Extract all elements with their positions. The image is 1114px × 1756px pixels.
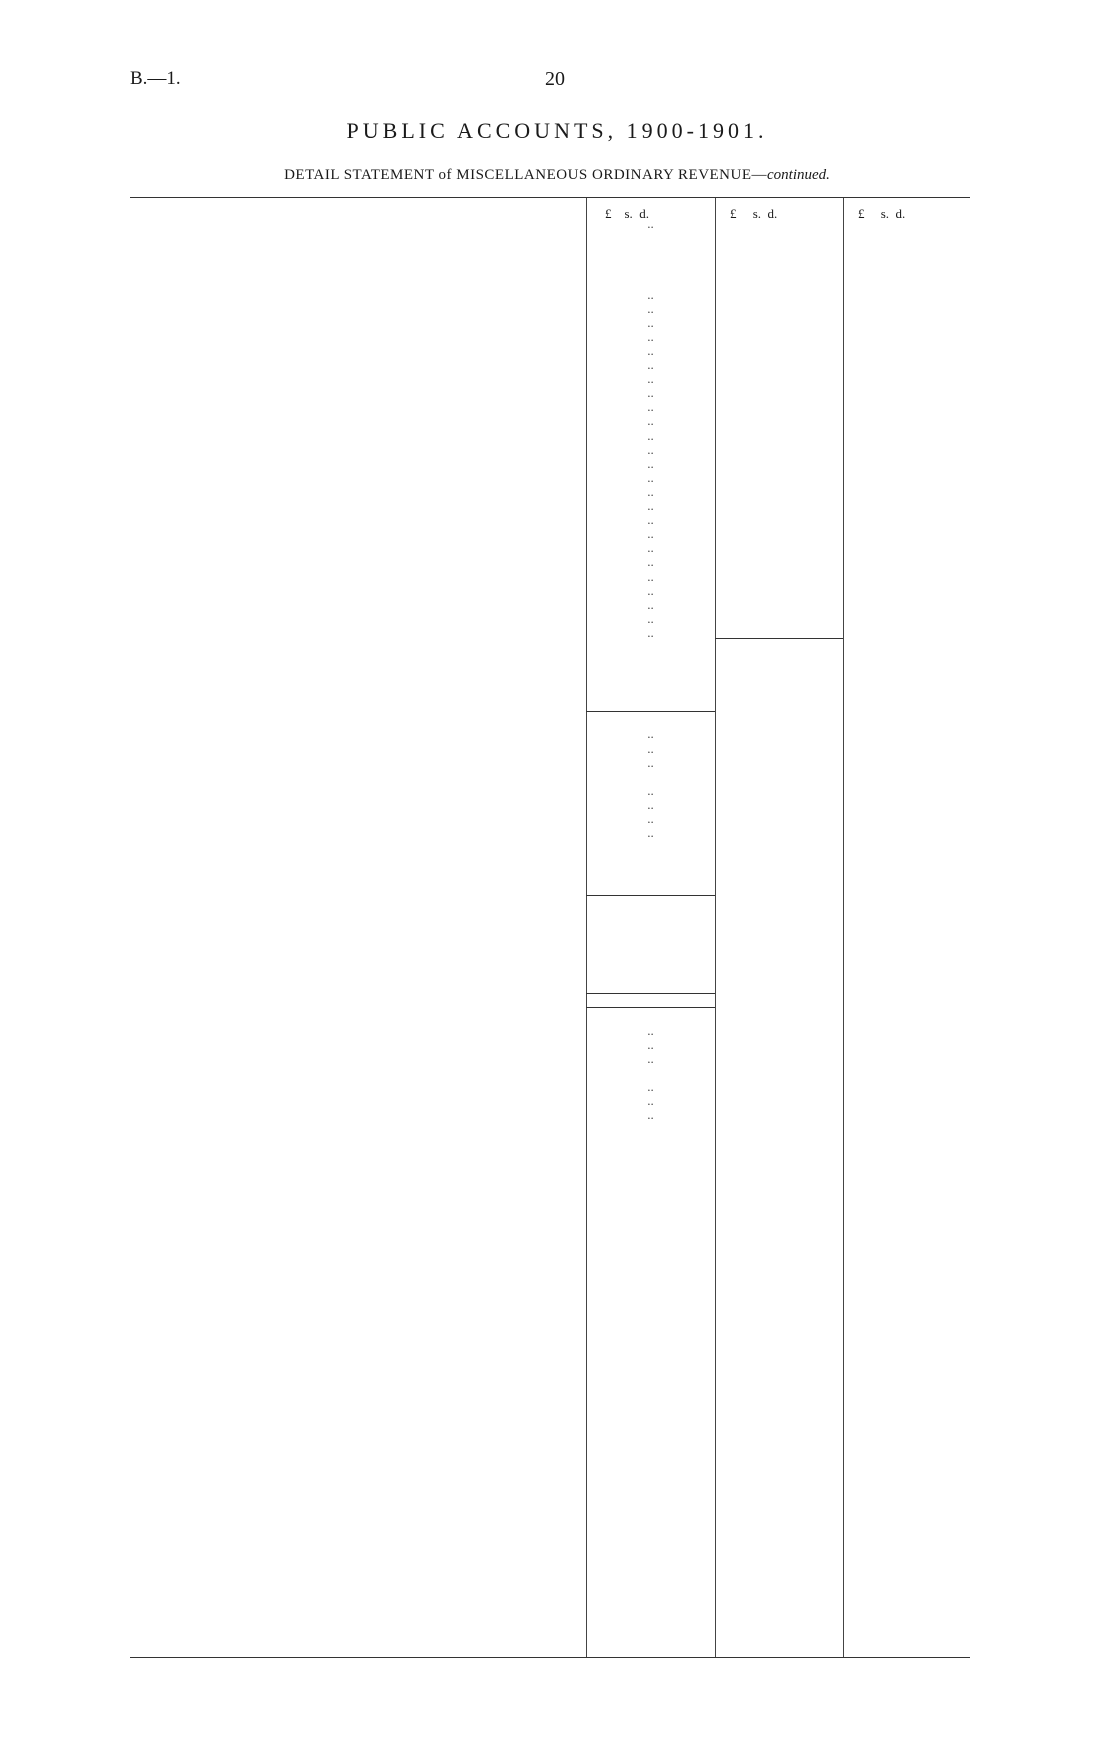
- block-row: [130, 428, 970, 443]
- column-header-3: £ s. d.: [858, 206, 906, 221]
- column-header-2: £ s. d.: [730, 206, 778, 221]
- sale-row: [130, 1149, 970, 1164]
- section-heading: [130, 656, 970, 671]
- forfeited-row: [130, 853, 970, 868]
- misc-row: [130, 924, 970, 939]
- block-row: [130, 625, 970, 640]
- rule-line: [586, 993, 715, 994]
- block-row: [130, 554, 970, 569]
- amount-c1: ..: [647, 526, 654, 542]
- goldfields-row: [130, 966, 970, 981]
- block-row: [130, 583, 970, 598]
- block-row: [130, 470, 970, 485]
- block-row: [130, 484, 970, 499]
- subtotal-row: [130, 712, 970, 727]
- block-row: [130, 399, 970, 414]
- block-row: [130, 413, 970, 428]
- subsection-heading: [130, 938, 970, 953]
- misc-row: [130, 755, 970, 770]
- misc-row: [130, 1051, 970, 1066]
- page-number: 20: [545, 68, 565, 90]
- amount-c1: ..: [647, 554, 654, 570]
- subsection-heading: [130, 272, 970, 287]
- block-row: [130, 442, 970, 457]
- amount-c1: ..: [647, 427, 654, 443]
- block-row: [130, 540, 970, 555]
- misc-row: [130, 726, 970, 741]
- sale-row: [130, 1164, 970, 1179]
- goldfields-row: [130, 994, 970, 1009]
- subtotal-row: [130, 896, 970, 911]
- block-row: [130, 371, 970, 386]
- subsection-heading: [130, 670, 970, 685]
- amount-c1: ..: [647, 754, 654, 770]
- document-reference: B.—1.: [130, 68, 181, 89]
- amount-c1: ..: [647, 568, 654, 584]
- amount-c1: ..: [647, 740, 654, 756]
- misc-row: [130, 1065, 970, 1080]
- amount-c1: ..: [647, 483, 654, 499]
- amount-c1: ..: [647, 825, 654, 841]
- amount-c1: ..: [647, 413, 654, 429]
- amount-c1: ..: [647, 371, 654, 387]
- commission-row: [130, 684, 970, 699]
- amount-c1: ..: [647, 441, 654, 457]
- misc-row: [130, 783, 970, 798]
- misc-row: [130, 1079, 970, 1094]
- block-row: [130, 512, 970, 527]
- amount-c1: ..: [647, 540, 654, 556]
- block-row: [130, 385, 970, 400]
- commission-row: [130, 698, 970, 713]
- misc-row: [130, 1023, 970, 1038]
- amount-c1: ..: [647, 342, 654, 358]
- amount-c1: ..: [647, 582, 654, 598]
- misc-row: [130, 797, 970, 812]
- amount-c1: ..: [647, 796, 654, 812]
- subsection-heading: [130, 980, 970, 995]
- misc-row: [130, 910, 970, 925]
- amount-c1: ..: [647, 726, 654, 742]
- forfeited-row: [130, 882, 970, 897]
- misc-row: [130, 1037, 970, 1052]
- misc-row: [130, 811, 970, 826]
- block-row: [130, 287, 970, 302]
- subsection-heading: [130, 1121, 970, 1136]
- block-row: [130, 343, 970, 358]
- column-header-1: £ s. d.: [605, 206, 650, 221]
- amount-c1: ..: [647, 1107, 654, 1123]
- statement-subtitle: DETAIL STATEMENT of MISCELLANEOUS ORDINARY REVENUE—continued.: [284, 167, 830, 183]
- amount-c1: ..: [647, 1050, 654, 1066]
- amount-c1: ..: [647, 385, 654, 401]
- amount-c1: ..: [647, 216, 654, 231]
- amount-c1: ..: [647, 328, 654, 344]
- section-heading: [130, 258, 970, 273]
- amount-c1: ..: [647, 624, 654, 640]
- goldfields-row: [130, 952, 970, 967]
- amount-c1: ..: [647, 314, 654, 330]
- block-row: [130, 597, 970, 612]
- amount-c1: ..: [647, 782, 654, 798]
- sale-row: [130, 1135, 970, 1150]
- brought-forward-row: [130, 216, 970, 231]
- block-row: [130, 569, 970, 584]
- amount-c1: ..: [647, 357, 654, 372]
- amount-c1: ..: [647, 1078, 654, 1094]
- amount-c1: ..: [647, 286, 654, 302]
- subsection-heading: [130, 839, 970, 854]
- misc-row: [130, 741, 970, 756]
- amount-c1: ..: [647, 596, 654, 612]
- amount-c1: ..: [647, 811, 654, 827]
- page-title: PUBLIC ACCOUNTS, 1900-1901.: [346, 118, 768, 143]
- block-row: [130, 611, 970, 626]
- amount-c1: ..: [647, 300, 654, 316]
- section-heading: [130, 244, 970, 259]
- block-row: [130, 456, 970, 471]
- revenue-table: [130, 197, 970, 1658]
- misc-row: [130, 769, 970, 784]
- block-row: [130, 301, 970, 316]
- blocks-total-row: [130, 639, 970, 654]
- amount-c1: ..: [647, 1093, 654, 1109]
- amount-c1: ..: [647, 1022, 654, 1038]
- block-row: [130, 315, 970, 330]
- amount-c1: ..: [647, 498, 654, 513]
- amount-c1: ..: [647, 455, 654, 471]
- misc-row: [130, 825, 970, 840]
- block-row: [130, 357, 970, 372]
- amount-c1: ..: [647, 469, 654, 485]
- subtotal-row: [130, 1008, 970, 1023]
- amount-c1: ..: [647, 1036, 654, 1052]
- misc-row: [130, 1107, 970, 1122]
- amount-c1: ..: [647, 512, 654, 528]
- misc-row: [130, 1093, 970, 1108]
- amount-c1: ..: [647, 610, 654, 626]
- amount-c1: ..: [647, 399, 654, 415]
- block-row: [130, 526, 970, 541]
- block-row: [130, 498, 970, 513]
- forfeited-row: [130, 867, 970, 882]
- block-row: [130, 329, 970, 344]
